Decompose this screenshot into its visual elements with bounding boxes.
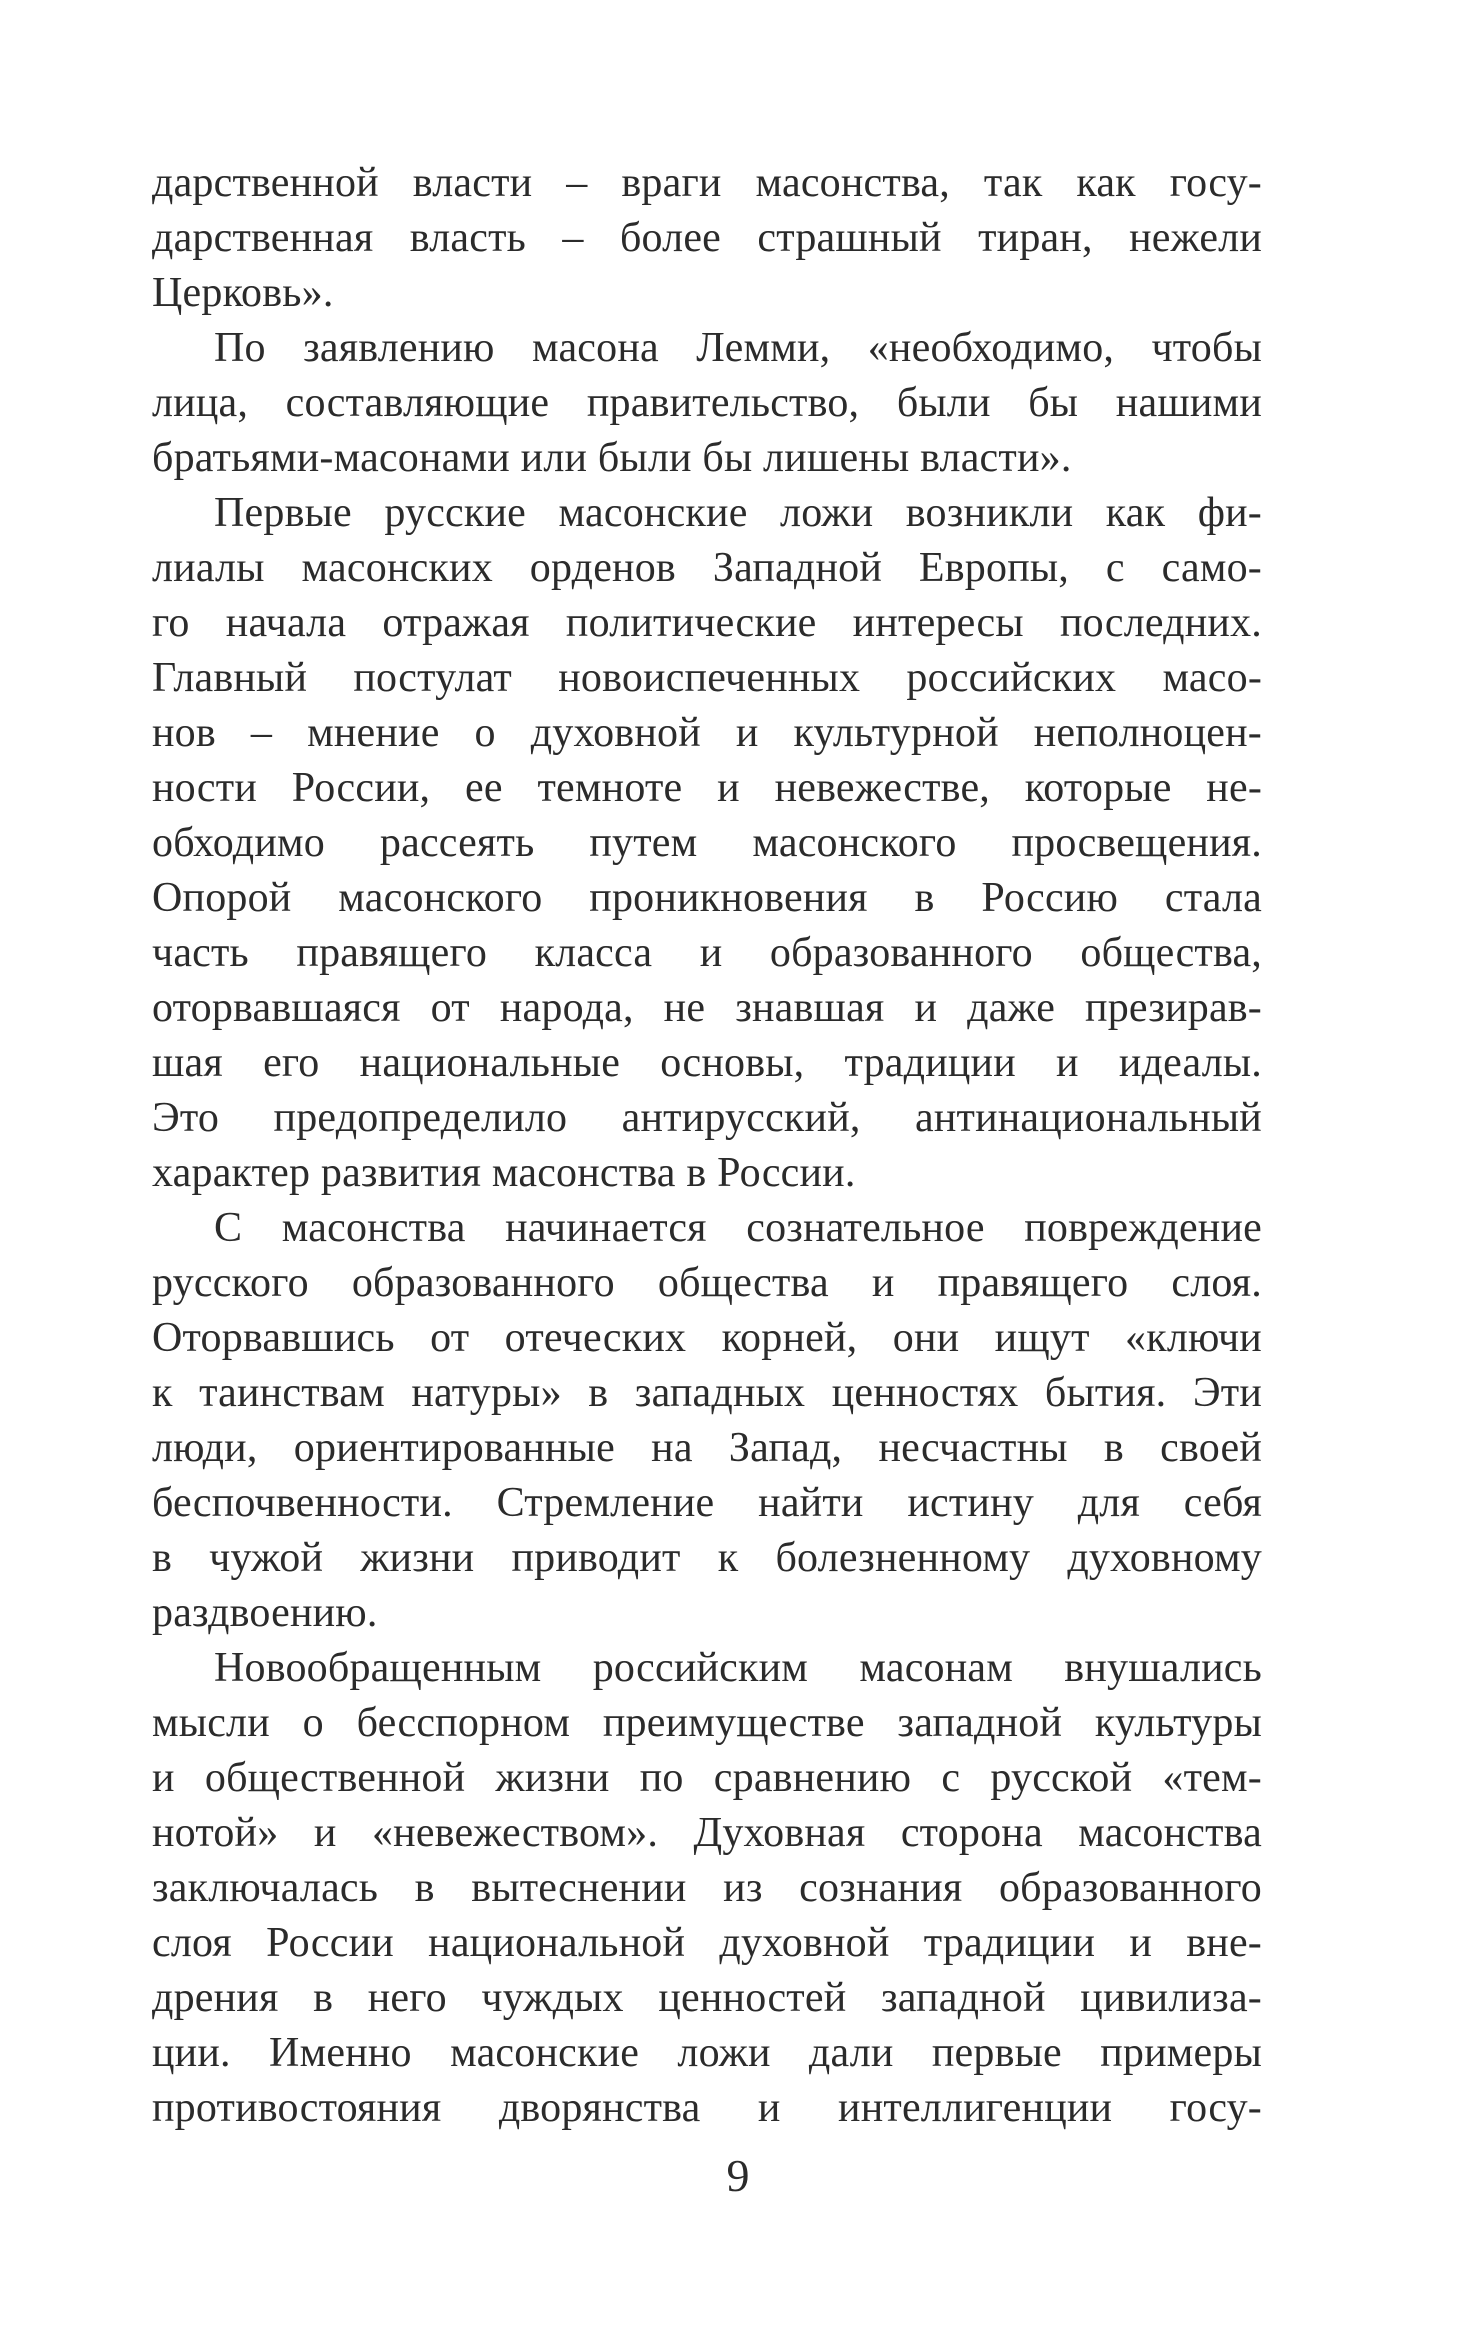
text-line: лиалы масонских орденов Западной Европы, с само- (152, 545, 1262, 591)
text-line: нотой» и «невежеством». Духовная сторона масонства (152, 1810, 1262, 1856)
text-line: обходимо рассеять путем масонского просвещения. (152, 820, 1262, 866)
page-number: 9 (726, 2150, 750, 2201)
text-line: лица, составляющие правительство, были бы нашими (152, 380, 1262, 426)
text-line: шая его национальные основы, традиции и идеалы. (152, 1040, 1262, 1086)
text-line: русского образованного общества и правящего слоя. (152, 1260, 1262, 1306)
text-line: Оторвавшись от отеческих корней, они ищут «ключи (152, 1315, 1262, 1361)
body-text (152, 156, 1262, 2136)
paragraph (152, 1641, 1262, 2136)
text-line: По заявлению масона Лемми, «необходимо, чтобы (214, 325, 1262, 371)
text-line: беспочвенности. Стремление найти истину для себя (152, 1480, 1262, 1526)
paragraph (152, 321, 1262, 486)
text-line: Опорой масонского проникновения в Россию стала (152, 875, 1262, 921)
text-line: го начала отражая политические интересы последних. (152, 600, 1262, 646)
text-line: ности России, ее темноте и невежестве, которые не- (152, 765, 1262, 811)
text-line: противостояния дворянства и интеллигенции госу- (152, 2085, 1262, 2131)
text-line: нов – мнение о духовной и культурной неполноцен- (152, 710, 1262, 756)
text-line: Главный постулат новоиспеченных российских масо- (152, 655, 1262, 701)
text-line: дарственная власть – более страшный тиран, нежели (152, 215, 1262, 261)
text-line: ции. Именно масонские ложи дали первые примеры (152, 2030, 1262, 2076)
text-line: дрения в него чуждых ценностей западной цивилиза- (152, 1975, 1262, 2021)
text-line: дарственной власти – враги масонства, так как госу- (152, 160, 1262, 206)
text-line: Первые русские масонские ложи возникли как фи- (214, 490, 1262, 536)
text-line: Новообращенным российским масонам внушались (214, 1645, 1262, 1691)
paragraph (152, 156, 1262, 321)
text-line: люди, ориентированные на Запад, несчастны в своей (152, 1425, 1262, 1471)
text-line: С масонства начинается сознательное повреждение (214, 1205, 1262, 1251)
text-line: раздвоению. (152, 1590, 378, 1636)
text-line: заключалась в вытеснении из сознания образованного (152, 1865, 1262, 1911)
text-line: Это предопределило антирусский, антинациональный (152, 1095, 1262, 1141)
text-line: братьями-масонами или были бы лишены власти». (152, 435, 1072, 481)
text-line: Церковь». (152, 270, 334, 316)
text-line: оторвавшаяся от народа, не знавшая и даже презирав- (152, 985, 1262, 1031)
text-line: характер развития масонства в России. (152, 1150, 856, 1196)
text-line: к таинствам натуры» в западных ценностях бытия. Эти (152, 1370, 1262, 1416)
paragraph (152, 486, 1262, 1201)
paragraph (152, 1201, 1262, 1641)
text-line: и общественной жизни по сравнению с русской «тем- (152, 1755, 1262, 1801)
text-line: слоя России национальной духовной традиции и вне- (152, 1920, 1262, 1966)
text-line: мысли о бесспорном преимуществе западной культуры (152, 1700, 1262, 1746)
text-line: в чужой жизни приводит к болезненному духовному (152, 1535, 1262, 1581)
text-line: часть правящего класса и образованного общества, (152, 930, 1262, 976)
